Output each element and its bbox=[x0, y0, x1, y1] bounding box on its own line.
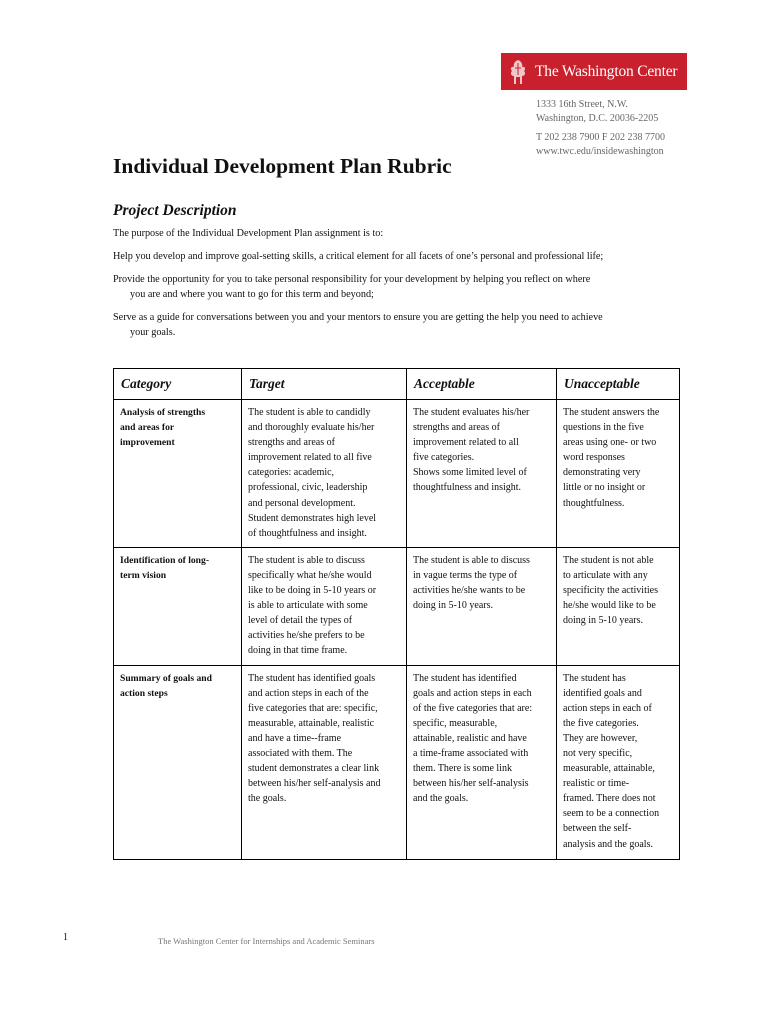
cell-line: them. There is some link bbox=[413, 763, 512, 775]
cell-line: to articulate with any bbox=[563, 569, 648, 581]
category-cell bbox=[114, 547, 242, 665]
paragraph-line: Provide the opportunity for you to take personal responsibility for your development by helping you reflect on where bbox=[113, 274, 591, 285]
category-cell bbox=[114, 400, 242, 548]
cell-line: The student has bbox=[563, 672, 626, 684]
cell-line: attainable, realistic and have bbox=[413, 732, 527, 744]
paragraph-line: you are and where you want to go for this term and beyond; bbox=[130, 289, 374, 300]
table-row bbox=[114, 665, 680, 859]
acceptable-cell bbox=[407, 547, 557, 665]
cell-line: the five categories. bbox=[563, 717, 639, 729]
cell-line: goals and action steps in each bbox=[413, 687, 532, 699]
cell-line: strengths and areas of bbox=[248, 437, 335, 449]
acceptable-cell bbox=[407, 665, 557, 859]
cell-line: Student demonstrates high level bbox=[248, 512, 377, 524]
cell-line: The student is able to discuss bbox=[248, 554, 365, 566]
cell-line: improvement bbox=[120, 437, 175, 449]
cell-line: activities he/she prefers to be bbox=[248, 630, 365, 642]
cell-line: term vision bbox=[120, 569, 167, 581]
cell-line: measurable, attainable, realistic bbox=[248, 717, 375, 729]
cell-line: The student has identified bbox=[413, 672, 517, 684]
cell-line: between the self- bbox=[563, 823, 632, 835]
cell-line: between his/her self-analysis and bbox=[248, 778, 381, 790]
cell-line: strengths and areas of bbox=[413, 422, 500, 434]
goal-paragraph bbox=[113, 249, 603, 264]
cell-line: specificity the activities bbox=[563, 585, 658, 597]
cell-line: he/she would like to be bbox=[563, 600, 656, 612]
phone-line: T 202 238 7900 F 202 238 7700 bbox=[536, 132, 665, 144]
cell-line: The student is not able bbox=[563, 554, 654, 566]
cell-line: word responses bbox=[563, 452, 625, 464]
intro-paragraph bbox=[113, 226, 383, 241]
cell-line: They are however, bbox=[563, 732, 638, 744]
cell-line: and action steps in each of the bbox=[248, 687, 369, 699]
cell-line: doing in 5-10 years. bbox=[563, 615, 643, 627]
cell-line: in vague terms the type of bbox=[413, 569, 518, 581]
cell-line: questions in the five bbox=[563, 422, 644, 434]
cell-line: categories: academic, bbox=[248, 467, 335, 479]
cell-line: the goals. bbox=[248, 793, 287, 805]
cell-line: and personal development. bbox=[248, 497, 356, 509]
cell-line: identified goals and bbox=[563, 687, 642, 699]
cell-line: activities he/she wants to be bbox=[413, 585, 526, 597]
cell-line: Analysis of strengths bbox=[120, 407, 206, 418]
unacceptable-cell bbox=[557, 547, 680, 665]
cell-line: and thoroughly evaluate his/her bbox=[248, 422, 375, 434]
cell-line: like to be doing in 5-10 years or bbox=[248, 585, 377, 597]
cell-line: action steps in each of bbox=[563, 702, 652, 714]
address-line: 1333 16th Street, N.W. bbox=[536, 99, 628, 110]
document-title: Individual Development Plan Rubric bbox=[113, 154, 452, 178]
cell-line: The student is able to candidly bbox=[248, 407, 371, 418]
cell-line: of thoughtfulness and insight. bbox=[248, 527, 367, 539]
paragraph-line: Serve as a guide for conversations between you and your mentors to ensure you are getting the help you need to achieve bbox=[113, 312, 603, 323]
cell-line: measurable, attainable, bbox=[563, 763, 655, 775]
paragraph-line: The purpose of the Individual Development Plan assignment is to: bbox=[113, 228, 384, 239]
cell-line: and have a time--frame bbox=[248, 732, 342, 744]
cell-line: specifically what he/she would bbox=[248, 569, 372, 581]
cell-line: associated with them. The bbox=[248, 747, 353, 759]
address-line: Washington, D.C. 20036-2205 bbox=[536, 112, 659, 124]
footer-organization: The Washington Center for Internships and Academic Seminars bbox=[158, 936, 375, 946]
table-row bbox=[114, 400, 680, 548]
cell-line: not very specific, bbox=[563, 747, 633, 759]
cell-line: little or no insight or bbox=[563, 482, 646, 494]
website-line: www.twc.edu/insidewashington bbox=[536, 145, 664, 157]
cell-line: five categories. bbox=[413, 452, 475, 464]
cell-line: improvement related to all five bbox=[248, 452, 372, 464]
paragraph-line: Help you develop and improve goal-setting skills, a critical element for all facets of one’s personal and professional life; bbox=[113, 251, 604, 262]
cell-line: doing in 5-10 years. bbox=[413, 600, 493, 612]
cell-line: of the five categories that are: bbox=[413, 702, 533, 714]
target-cell bbox=[242, 665, 407, 859]
logo-text: The Washington Center bbox=[535, 62, 678, 80]
table-header-row bbox=[114, 369, 680, 400]
eagle-emblem-icon bbox=[501, 53, 535, 90]
cell-line: doing in that time frame. bbox=[248, 645, 348, 657]
acceptable-cell bbox=[407, 400, 557, 548]
cell-line: The student answers the bbox=[563, 407, 660, 418]
cell-line: is able to articulate with some bbox=[248, 600, 368, 612]
cell-line: professional, civic, leadership bbox=[248, 482, 368, 494]
target-cell bbox=[242, 547, 407, 665]
category-cell bbox=[114, 665, 242, 859]
goal-paragraph bbox=[113, 272, 590, 302]
cell-line: improvement related to all bbox=[413, 437, 519, 449]
target-cell bbox=[242, 400, 407, 548]
column-header-acceptable: Acceptable bbox=[407, 369, 557, 400]
cell-line: student demonstrates a clear link bbox=[248, 763, 380, 775]
rubric-table bbox=[113, 368, 680, 860]
cell-line: five categories that are: specific, bbox=[248, 702, 378, 714]
goal-paragraph bbox=[113, 310, 603, 340]
cell-line: specific, measurable, bbox=[413, 717, 498, 729]
cell-line: and areas for bbox=[120, 422, 175, 434]
logo bbox=[501, 53, 687, 90]
cell-line: Shows some limited level of bbox=[413, 467, 527, 479]
unacceptable-cell bbox=[557, 665, 680, 859]
section-title: Project Description bbox=[113, 202, 237, 219]
table-row bbox=[114, 547, 680, 665]
cell-line: realistic or time- bbox=[563, 778, 630, 790]
cell-line: Identification of long- bbox=[120, 554, 210, 566]
unacceptable-cell bbox=[557, 400, 680, 548]
cell-line: a time-frame associated with bbox=[413, 747, 529, 759]
cell-line: thoughtfulness. bbox=[563, 497, 625, 509]
cell-line: The student has identified goals bbox=[248, 672, 376, 684]
cell-line: seem to be a connection bbox=[563, 808, 660, 820]
cell-line: Summary of goals and bbox=[120, 672, 212, 684]
column-header-category: Category bbox=[114, 369, 242, 400]
cell-line: analysis and the goals. bbox=[563, 838, 653, 850]
cell-line: level of detail the types of bbox=[248, 615, 353, 627]
cell-line: between his/her self-analysis bbox=[413, 778, 529, 790]
cell-line: action steps bbox=[120, 687, 168, 699]
cell-line: areas using one- or two bbox=[563, 437, 657, 449]
cell-line: framed. There does not bbox=[563, 793, 656, 805]
cell-line: demonstrating very bbox=[563, 467, 641, 479]
cell-line: thoughtfulness and insight. bbox=[413, 482, 522, 494]
column-header-unacceptable: Unacceptable bbox=[557, 369, 680, 400]
cell-line: The student is able to discuss bbox=[413, 554, 530, 566]
column-header-target: Target bbox=[242, 369, 407, 400]
page-number: 1 bbox=[63, 932, 68, 943]
address-block bbox=[536, 98, 665, 158]
cell-line: The student evaluates his/her bbox=[413, 407, 530, 418]
paragraph-line: your goals. bbox=[130, 327, 176, 338]
cell-line: and the goals. bbox=[413, 793, 469, 805]
